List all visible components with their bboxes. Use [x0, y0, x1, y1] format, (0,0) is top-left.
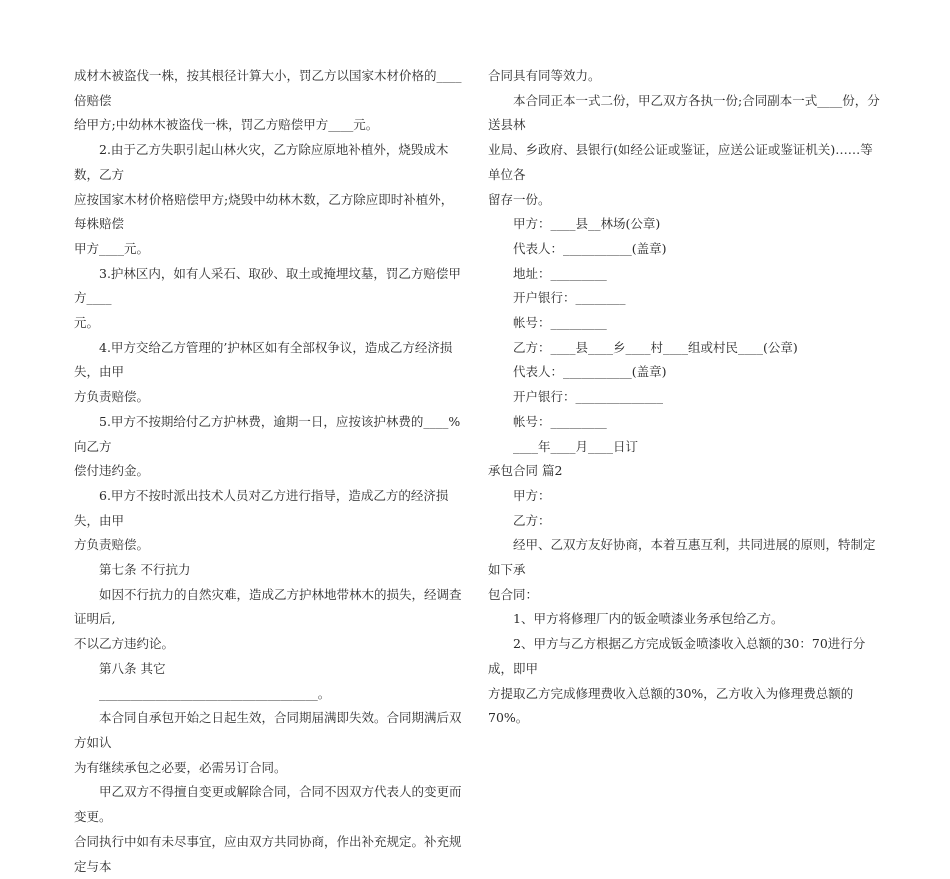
text-line: 合同具有同等效力。: [488, 68, 601, 83]
text-line: 甲乙双方不得擅自变更或解除合同，合同不因双方代表人的变更而变更。: [74, 784, 462, 825]
text-line: 如因不行抗力的自然灾难，造成乙方护林地带林木的损失，经调查证明后,: [74, 586, 462, 627]
text-line: 应按国家木材价格赔偿甲方;烧毁中幼林木数，乙方除应即时补植外，每株赔偿: [74, 191, 454, 232]
text-line: 3.护林区内，如有人采石、取砂、取土或掩埋坟墓，罚乙方赔偿甲方____: [74, 265, 461, 306]
text-line: 开户银行：________: [513, 290, 626, 306]
text-line: ____年____月____日订: [513, 438, 639, 454]
text-line: 2.由于乙方失职引起山林火灾，乙方除应原地补植外，烧毁成木数，乙方: [74, 142, 449, 182]
text-line: 甲方____元。: [74, 240, 150, 256]
text-line: 地址：_________: [513, 265, 607, 281]
text-line: 偿付违约金。: [74, 463, 150, 479]
text-line: 甲方：: [513, 487, 551, 503]
text-line: 帐号：_________: [513, 413, 607, 429]
text-line: 乙方：: [513, 512, 551, 528]
text-line: ___________________________________。: [99, 685, 331, 701]
text-line: 元。: [74, 315, 100, 331]
text-line: 4.甲方交给乙方管理的’护林区如有全部权争议，造成乙方经济损失，由甲: [74, 339, 453, 380]
text-line: 代表人：___________(盖章): [513, 364, 667, 380]
text-line: 方负责赔偿。: [74, 389, 150, 405]
text-line: 包合同：: [488, 586, 539, 602]
text-line: 经甲、乙双方友好协商，本着互惠互利，共同进展的原则，特制定如下承: [488, 537, 876, 578]
text-line: 方提取乙方完成修理费收入总额的30%，乙方收入为修理费总额的70%。: [488, 685, 854, 726]
text-line: 不以乙方违约论。: [74, 636, 175, 652]
text-line: 合同执行中如有未尽事宜，应由双方共同协商，作出补充规定。补充规定与本: [74, 833, 462, 874]
text-line: 乙方：____县____乡____村____组或村民____(公章): [513, 339, 798, 355]
text-line: 给甲方;中幼林木被盗伐一株，罚乙方赔偿甲方____元。: [74, 117, 379, 133]
text-line: 代表人：___________(盖章): [513, 240, 667, 256]
text-line: 留存一份。: [488, 191, 551, 207]
text-line: 业局、乡政府、县银行(如经公证或鉴证，应送公证或鉴证机关)……等单位各: [488, 142, 873, 182]
text-line: 5.甲方不按期给付乙方护林费，逾期一日，应按该护林费的____%向乙方: [74, 413, 461, 454]
text-line: 本合同正本一式二份，甲乙双方各执一份;合同副本一式____份，分送县林: [488, 92, 880, 133]
text-line: 方负责赔偿。: [74, 537, 150, 553]
text-line: 第七条 不行抗力: [99, 562, 191, 578]
text-line: 6.甲方不按时派出技术人员对乙方进行指导，造成乙方的经济损失，由甲: [74, 487, 449, 528]
left-column: [74, 64, 464, 879]
text-line: 开户银行：______________: [513, 389, 664, 405]
text-line: 第八条 其它: [99, 660, 166, 676]
text-line: 帐号：_________: [513, 315, 607, 331]
right-column: [488, 64, 880, 731]
text-line: 承包合同 篇2: [488, 463, 563, 479]
text-line: 成材木被盗伐一株，按其根径计算大小，罚乙方以国家木材价格的____倍赔偿: [74, 68, 462, 108]
text-line: 2、甲方与乙方根据乙方完成钣金喷漆收入总额的30：70进行分成，即甲: [488, 636, 866, 676]
text-line: 1、甲方将修理厂内的钣金喷漆业务承包给乙方。: [513, 611, 784, 627]
text-line: 为有继续承包之必要，必需另订合同。: [74, 759, 287, 775]
text-line: 本合同自承包开始之日起生效，合同期届满即失效。合同期满后双方如认: [74, 710, 462, 750]
text-line: 甲方：____县__林场(公章): [513, 216, 661, 232]
